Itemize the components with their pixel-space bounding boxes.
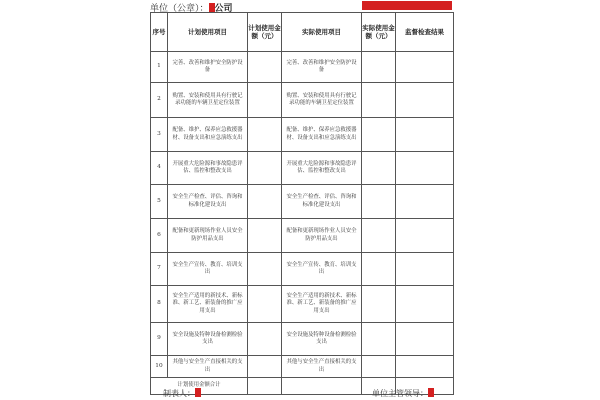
col-header-plan-item: 计划使用项目 bbox=[168, 13, 248, 52]
table-row bbox=[151, 356, 454, 378]
table-row bbox=[151, 83, 454, 118]
row-no: 8 bbox=[151, 286, 168, 323]
row-no: 3 bbox=[151, 118, 168, 152]
table-row bbox=[151, 52, 454, 83]
actual-amount-cell bbox=[362, 253, 396, 286]
preparer-label: 制表人： bbox=[163, 389, 195, 398]
col-header-no: 序号 bbox=[151, 13, 168, 52]
plan-item: 完善、改善和维护安全防护设备 bbox=[168, 52, 248, 83]
actual-item: 完善、改善和维护安全防护设备 bbox=[282, 52, 362, 83]
actual-amount-cell bbox=[362, 83, 396, 118]
actual-item: 购置、安装和使用具有行驶记录功能的车辆卫星定位装置 bbox=[282, 83, 362, 118]
expense-table bbox=[150, 12, 454, 395]
company-name: 公司 bbox=[214, 4, 233, 14]
result-cell bbox=[396, 118, 454, 152]
plan-item: 开展重大危险源和事故隐患评估、监控和整改支出 bbox=[168, 152, 248, 185]
header-row bbox=[151, 13, 454, 52]
plan-item: 安全生产适用的新技术、新标准、新工艺、新装备的推广应用支出 bbox=[168, 286, 248, 323]
result-cell bbox=[396, 253, 454, 286]
actual-amount-cell bbox=[362, 52, 396, 83]
actual-item: 其他与安全生产直接相关的支出 bbox=[282, 356, 362, 378]
result-cell bbox=[396, 152, 454, 185]
plan-item: 安全生产检查、评估、咨询和标准化建设支出 bbox=[168, 185, 248, 219]
actual-item: 配备、维护、保养应急救援器材、设备支出和应急演练支出 bbox=[282, 118, 362, 152]
table-row bbox=[151, 286, 454, 323]
result-cell bbox=[396, 356, 454, 378]
plan-amount-cell bbox=[248, 52, 282, 83]
row-no: 4 bbox=[151, 152, 168, 185]
plan-item: 购置、安装和使用具有行驶记录功能的车辆卫星定位装置 bbox=[168, 83, 248, 118]
redacted-mark-top-right bbox=[362, 1, 452, 10]
leader-line bbox=[372, 388, 434, 399]
actual-item: 安全设施及特种设备检测检验支出 bbox=[282, 323, 362, 356]
actual-amount-cell bbox=[362, 323, 396, 356]
col-header-actual-item: 实际使用项目 bbox=[282, 13, 362, 52]
plan-amount-cell bbox=[248, 253, 282, 286]
col-header-plan-amount: 计划使用金额（元） bbox=[248, 13, 282, 52]
row-no: 10 bbox=[151, 356, 168, 378]
row-no: 7 bbox=[151, 253, 168, 286]
plan-item: 配备和更新现场作业人员安全防护用品支出 bbox=[168, 219, 248, 253]
plan-amount-cell bbox=[248, 323, 282, 356]
actual-item: 开展重大危险源和事故隐患评估、监控和整改支出 bbox=[282, 152, 362, 185]
redacted-mark bbox=[195, 388, 201, 397]
total-label: 计划使用金额合计 bbox=[151, 378, 248, 395]
table-row bbox=[151, 253, 454, 286]
plan-amount-cell bbox=[248, 219, 282, 253]
actual-amount-cell bbox=[362, 185, 396, 219]
total-actual-item-cell bbox=[282, 378, 362, 395]
plan-item: 安全设施及特种设备检测检验支出 bbox=[168, 323, 248, 356]
actual-amount-cell bbox=[362, 286, 396, 323]
row-no: 9 bbox=[151, 323, 168, 356]
row-no: 6 bbox=[151, 219, 168, 253]
actual-item: 配备和更新现场作业人员安全防护用品支出 bbox=[282, 219, 362, 253]
table-row bbox=[151, 118, 454, 152]
table-row bbox=[151, 185, 454, 219]
col-header-actual-amount: 实际使用金额（元） bbox=[362, 13, 396, 52]
actual-item: 安全生产宣传、教育、培训支出 bbox=[282, 253, 362, 286]
actual-item: 安全生产适用的新技术、新标准、新工艺、新装备的推广应用支出 bbox=[282, 286, 362, 323]
plan-amount-cell bbox=[248, 83, 282, 118]
actual-amount-cell bbox=[362, 356, 396, 378]
redacted-mark bbox=[428, 388, 434, 397]
row-no: 2 bbox=[151, 83, 168, 118]
plan-item: 配备、维护、保养应急救援器材、设备支出和应急演练支出 bbox=[168, 118, 248, 152]
result-cell bbox=[396, 185, 454, 219]
table-row bbox=[151, 219, 454, 253]
plan-item: 其他与安全生产直接相关的支出 bbox=[168, 356, 248, 378]
plan-amount-cell bbox=[248, 356, 282, 378]
plan-amount-cell bbox=[248, 118, 282, 152]
table-row bbox=[151, 152, 454, 185]
preparer-line bbox=[163, 388, 201, 399]
row-no: 5 bbox=[151, 185, 168, 219]
actual-amount-cell bbox=[362, 152, 396, 185]
row-no: 1 bbox=[151, 52, 168, 83]
leader-label: 单位主管领导： bbox=[372, 389, 428, 398]
plan-amount-cell bbox=[248, 152, 282, 185]
unit-label: 单位（公章）： bbox=[150, 4, 209, 14]
plan-item: 安全生产宣传、教育、培训支出 bbox=[168, 253, 248, 286]
actual-item: 安全生产检查、评估、咨询和标准化建设支出 bbox=[282, 185, 362, 219]
col-header-inspection-result: 监督检查结果 bbox=[396, 13, 454, 52]
table-row bbox=[151, 323, 454, 356]
result-cell bbox=[396, 286, 454, 323]
plan-amount-cell bbox=[248, 286, 282, 323]
result-cell bbox=[396, 52, 454, 83]
result-cell bbox=[396, 219, 454, 253]
actual-amount-cell bbox=[362, 118, 396, 152]
result-cell bbox=[396, 323, 454, 356]
total-plan-amount-cell bbox=[248, 378, 282, 395]
plan-amount-cell bbox=[248, 185, 282, 219]
actual-amount-cell bbox=[362, 219, 396, 253]
result-cell bbox=[396, 83, 454, 118]
